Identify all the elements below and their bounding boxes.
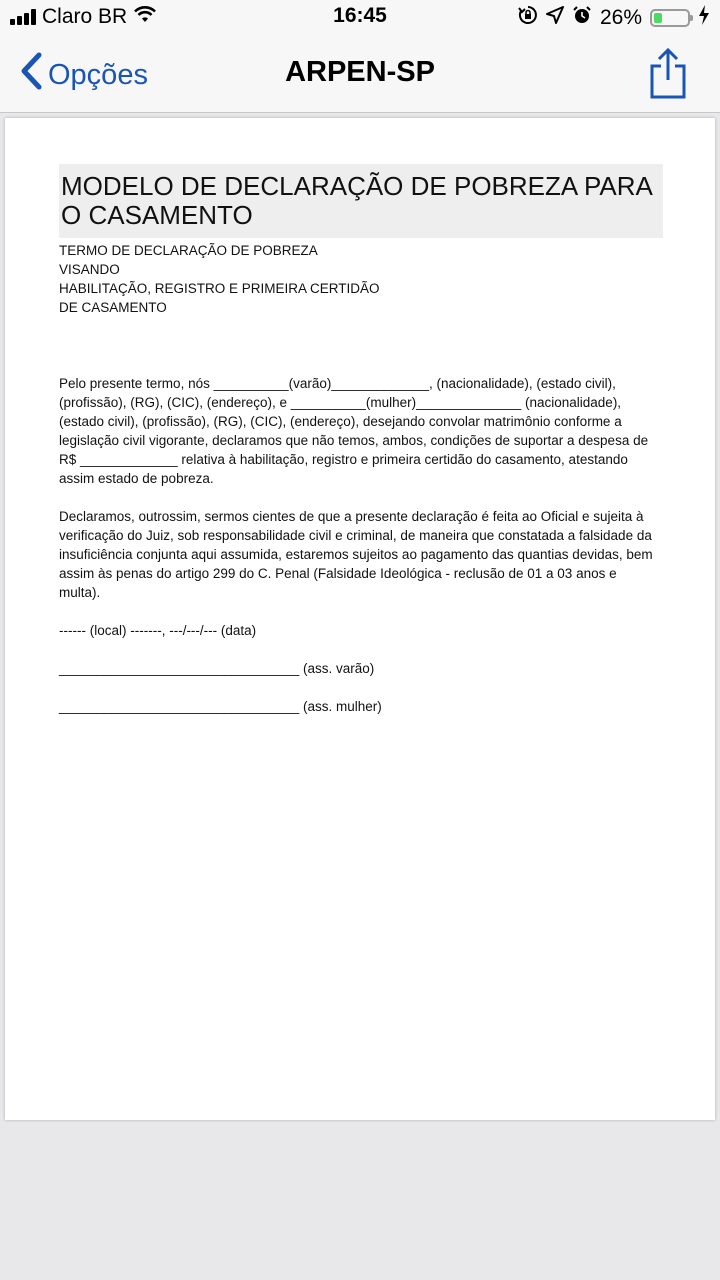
document-title: MODELO DE DECLARAÇÃO DE POBREZA PARA O CASAMENTO xyxy=(59,164,663,238)
status-bar xyxy=(0,0,720,36)
rotation-lock-icon xyxy=(518,5,538,31)
paragraph-liability: Declaramos, outrossim, sermos cientes de que a presente declaração é feita ao Oficial e sujeita à verificação do Juiz, sob responsabilidade civil e criminal, de maneira que constatada a falsidade da insuficiência conjunta aqui assumida, estaremos sujeitos ao pagamento das quantias devidas, bem assim às penas do artigo 299 do C. Penal (Falsidade Ideológica - reclusão de 01 a 03 anos e multa). xyxy=(59,509,653,600)
document-body xyxy=(59,374,659,716)
charging-icon xyxy=(698,5,710,31)
status-bar-right xyxy=(518,5,710,31)
subtitle-line: VISANDO xyxy=(59,262,120,277)
page-title: ARPEN-SP xyxy=(285,56,435,88)
carrier-name: Claro BR xyxy=(42,5,128,28)
paragraph-declaration: Pelo presente termo, nós __________(varão)_____________, (nacionalidade), (estado civil), (profissão), (RG), (CIC), (endereço), e __________(mulher)______________ (nacionalidade), (estado civil), (profissão), (RG), (CIC), (endereço), desejando convolar matrimônio conforme a legislação civil vigorante, declaramos que não temos, ambos, condições de suportar a despesa de R$ _____________ relativa à habilitação, registro e primeira certidão do casamento, atestando assim estado de pobreza. xyxy=(59,376,649,486)
navigation-bar xyxy=(0,36,720,113)
signature-husband: ________________________________ (ass. varão) xyxy=(59,661,375,676)
back-button-label: Opções xyxy=(48,58,148,91)
status-time: 16:45 xyxy=(333,4,387,27)
date-line: ------ (local) -------, ---/---/--- (data) xyxy=(59,623,257,638)
battery-percent: 26% xyxy=(599,6,642,29)
document-page[interactable] xyxy=(5,118,715,1120)
share-button[interactable] xyxy=(648,48,688,100)
location-icon xyxy=(546,6,564,30)
share-icon xyxy=(648,48,688,100)
document-subtitle xyxy=(59,241,380,317)
alarm-icon xyxy=(572,5,592,31)
subtitle-line: TERMO DE DECLARAÇÃO DE POBREZA xyxy=(59,243,318,258)
battery-level xyxy=(654,13,662,23)
signature-wife: ________________________________ (ass. mulher) xyxy=(59,699,382,714)
subtitle-line: DE CASAMENTO xyxy=(59,300,167,315)
bottom-area xyxy=(0,1130,720,1280)
battery-icon xyxy=(650,9,690,27)
subtitle-line: HABILITAÇÃO, REGISTRO E PRIMEIRA CERTIDÃO xyxy=(59,281,380,296)
